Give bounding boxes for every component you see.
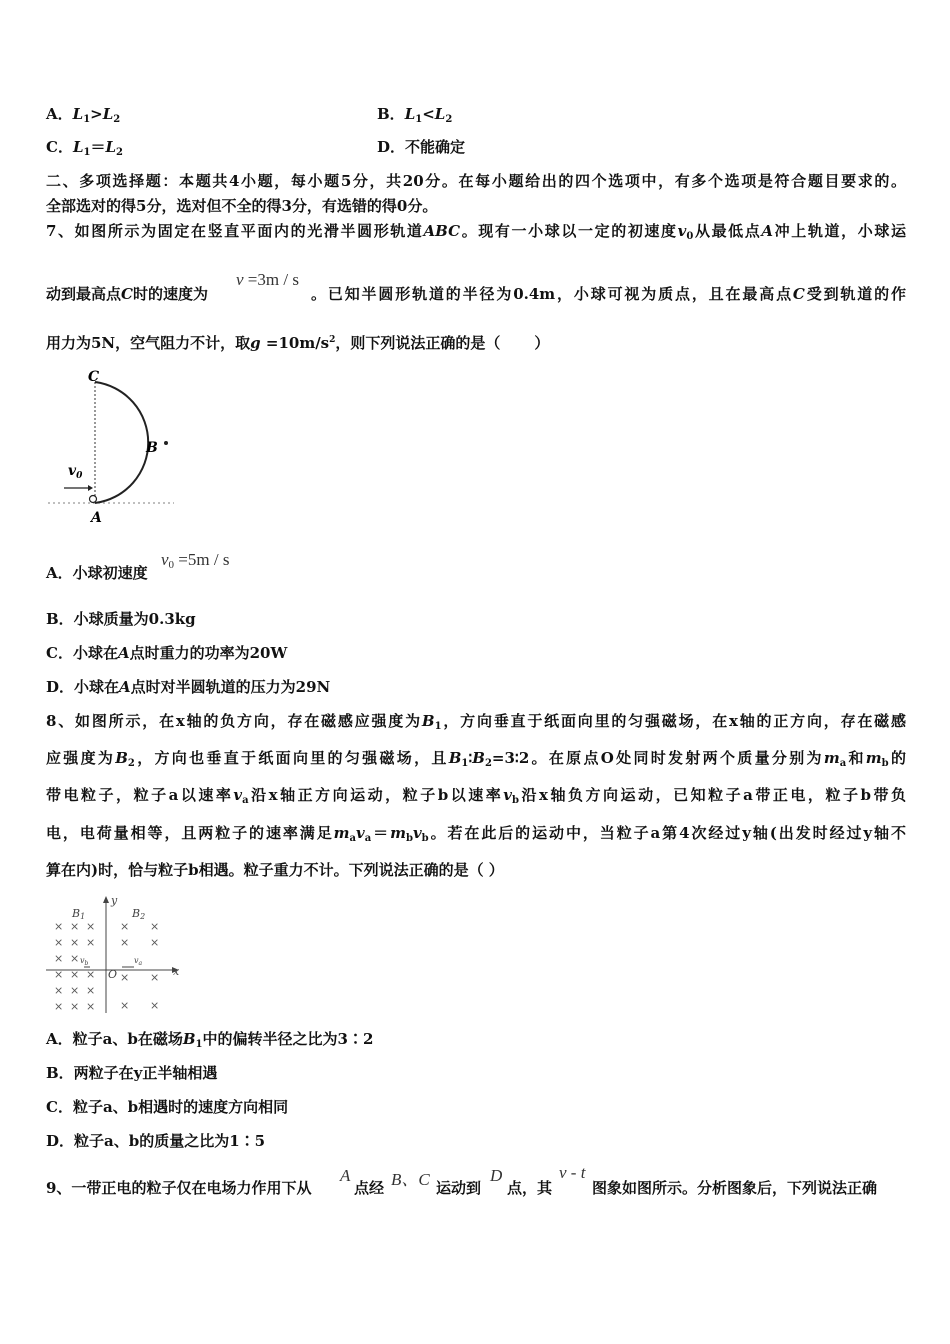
field-cross: × — [54, 952, 64, 965]
field-cross: × — [70, 920, 80, 933]
field-cross: × — [70, 1000, 80, 1013]
section-heading-line1: 二、多项选择题：本题共4小题，每小题5分，共20分。在每小题给出的四个选项中，有多个选项是符合题目要求的。 — [46, 172, 906, 190]
y-axis-label: y — [111, 894, 118, 907]
q9-point-a: A — [340, 1166, 351, 1185]
ball — [90, 496, 97, 503]
field-cross: × — [70, 952, 80, 965]
q8-line2: 应强度为$B_2$，方向也垂直于纸面向里的匀强磁场，且$B_1∶B_2=3∶2$。在原点O处同时发射两个质量分别为$m_a$和$m_b$的 — [46, 749, 906, 769]
field-cross: × — [120, 936, 130, 949]
q7-semicircle-figure — [44, 362, 184, 530]
field-cross: × — [54, 1000, 64, 1013]
y-axis-arrowhead — [103, 896, 109, 903]
b2-label: B2 — [132, 907, 146, 921]
field-cross: × — [150, 920, 160, 933]
field-cross: × — [150, 936, 160, 949]
q8-magnetic-field-figure — [44, 893, 186, 1019]
field-cross: × — [70, 936, 80, 949]
field-cross: × — [120, 971, 130, 984]
field-cross: × — [150, 971, 160, 984]
q7-line1: 7、如图所示为固定在竖直平面内的光滑半圆形轨道ABC。现有一小球以一定的初速度$v_0$从最低点A冲上轨道，小球运 — [46, 222, 906, 242]
prev-option-a: A．$L_1>L_2$ — [46, 105, 121, 125]
field-cross: × — [150, 999, 160, 1012]
q8-option-a: A．粒子a、b在磁场$B_1$中的偏转半径之比为3∶2 — [46, 1030, 374, 1050]
label-b: B — [146, 440, 158, 456]
field-cross: × — [86, 936, 96, 949]
field-cross: × — [86, 920, 96, 933]
q9-line1c: 运动到 — [436, 1179, 482, 1197]
field-cross: × — [54, 920, 64, 933]
q8-option-b: B．两粒子在y正半轴相遇 — [46, 1064, 218, 1082]
q8-line3: 带电粒子，粒子a以速率$v_a$沿x轴正方向运动，粒子b以速率$v_b$沿x轴负方向运动，已知粒子a带正电，粒子b带负 — [46, 786, 906, 806]
field-cross: × — [86, 984, 96, 997]
q7-option-b: B．小球质量为0.3kg — [46, 610, 196, 628]
label-a: A — [91, 510, 102, 526]
q7-line3: 用力为5N，空气阻力不计，取$g =10m/s^2$，则下列说法正确的是（ ） — [46, 334, 550, 352]
q9-line1d: 点，其 — [507, 1179, 553, 1197]
q9-line1e: 图象如图所示。分析图象后，下列说法正确 — [592, 1179, 878, 1197]
q9-point-d: D — [490, 1166, 503, 1185]
point-b-dot — [164, 441, 168, 445]
q8-option-c: C．粒子a、b相遇时的速度方向相同 — [46, 1098, 289, 1116]
label-c: C — [88, 369, 100, 385]
q8-line5: 算在内)时，恰与粒子b相遇。粒子重力不计。下列说法正确的是（ ） — [46, 861, 504, 879]
label-v0: $v_0$ — [68, 463, 83, 481]
q8-line4: 电，电荷量相等，且两粒子的速率满足$m_av_a=m_bv_b$。若在此后的运动中，当粒子a第4次经过y轴(出发时经过y轴不 — [46, 824, 906, 844]
q7-line2a: 动到最高点C时的速度为 — [46, 285, 208, 303]
va-label: $v_a$ — [134, 956, 143, 967]
q7-line2b: 。已知半圆形轨道的半径为0.4m，小球可视为质点，且在最高点C受到轨道的作 — [311, 285, 906, 303]
q8-option-d: D．粒子a、b的质量之比为1∶5 — [46, 1132, 266, 1150]
vb-label: $v_b$ — [80, 956, 89, 967]
section-heading-line2: 全部选对的得5分，选对但不全的得3分，有选错的得0分。 — [46, 197, 438, 215]
velocity-arrowhead — [88, 485, 93, 491]
q9-points-bc: B、C — [391, 1170, 430, 1189]
q9-vt: v - t — [559, 1163, 586, 1182]
x-axis-label: x — [173, 965, 180, 978]
q7-option-c: C．小球在A点时重力的功率为20W — [46, 644, 288, 662]
q9-line1b: 点经 — [354, 1179, 385, 1197]
origin-label: O — [108, 968, 118, 981]
prev-option-d: D．不能确定 — [377, 138, 466, 156]
q7-option-a-formula: $v_0 =5m / s$ — [161, 550, 230, 571]
field-cross: × — [54, 984, 64, 997]
semicircle-track — [95, 382, 148, 503]
field-cross: × — [86, 968, 96, 981]
q9-line1a: 9、一带正电的粒子仅在电场力作用下从 — [46, 1179, 312, 1197]
field-cross: × — [120, 999, 130, 1012]
q7-option-d: D．小球在A点时对半圆轨道的压力为29N — [46, 678, 331, 696]
field-cross: × — [70, 968, 80, 981]
field-cross: × — [86, 1000, 96, 1013]
field-cross: × — [54, 968, 64, 981]
q7-formula-vc: v =3m / s — [236, 270, 299, 289]
q7-option-a: A．小球初速度 — [46, 564, 148, 582]
b1-label: B1 — [72, 907, 86, 921]
q8-line1: 8、如图所示，在x轴的负方向，存在磁感应强度为$B_1$，方向垂直于纸面向里的匀强磁场，在x轴的正方向，存在磁感 — [46, 712, 906, 732]
prev-option-c: C．$L_1=L_2$ — [46, 138, 123, 158]
prev-option-b: B．$L_1<L_2$ — [377, 105, 453, 125]
field-cross: × — [120, 920, 130, 933]
field-cross: × — [70, 984, 80, 997]
field-cross: × — [54, 936, 64, 949]
